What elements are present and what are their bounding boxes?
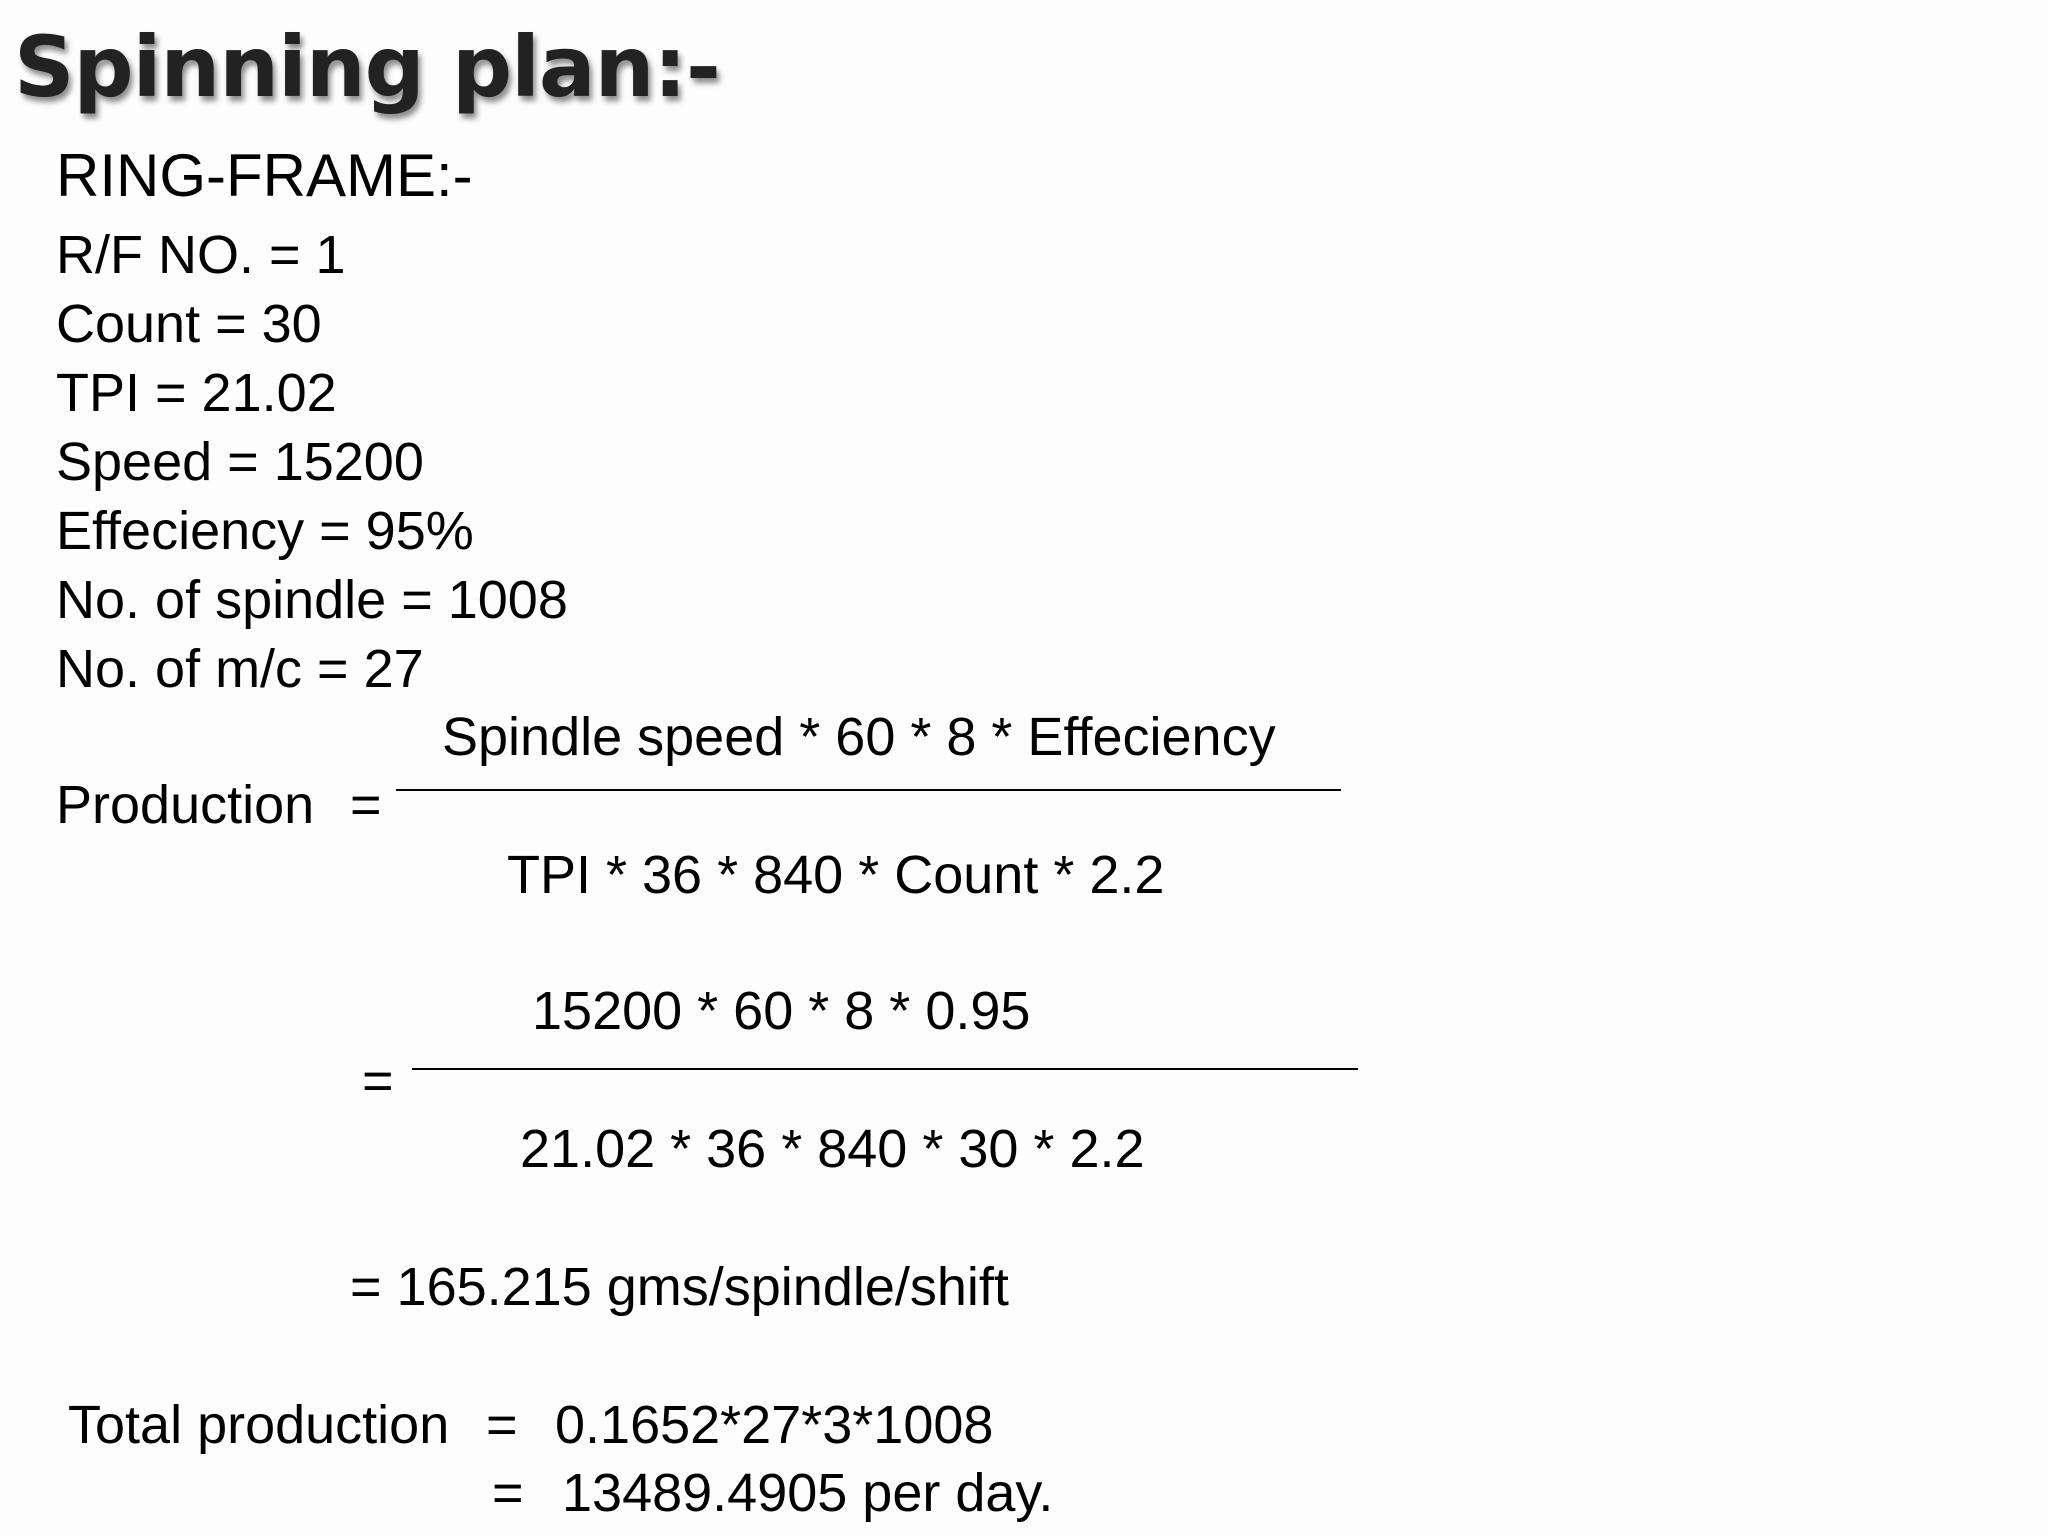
formula-label: Production [56,775,315,835]
total-equals-1: = [486,1395,518,1455]
param-rf-no: R/F NO. = 1 [56,225,346,285]
formula-numerator: Spindle speed * 60 * 8 * Effeciency [442,707,1276,767]
param-count: Count = 30 [56,294,322,354]
param-spindles: No. of spindle = 1008 [56,570,568,630]
total-equals-2: = [492,1463,524,1523]
total-expression: 0.1652*27*3*1008 [555,1395,994,1455]
substitution-denominator: 21.02 * 36 * 840 * 30 * 2.2 [520,1119,1145,1179]
formula-fraction-bar [396,789,1341,791]
param-tpi: TPI = 21.02 [56,363,337,423]
total-label: Total production [68,1395,450,1455]
section-heading: RING-FRAME:- [56,142,473,209]
result-line: = 165.215 gms/spindle/shift [350,1257,1009,1317]
substitution-equals: = [362,1051,394,1111]
substitution-numerator: 15200 * 60 * 8 * 0.95 [532,981,1031,1041]
formula-equals: = [350,775,382,835]
formula-denominator: TPI * 36 * 840 * Count * 2.2 [507,845,1165,905]
param-machines: No. of m/c = 27 [56,639,424,699]
substitution-fraction-bar [412,1068,1358,1070]
total-value: 13489.4905 per day. [562,1463,1054,1523]
slide-title: Spinning plan:- [14,18,720,116]
param-efficiency: Effeciency = 95% [56,501,474,561]
param-speed: Speed = 15200 [56,432,424,492]
